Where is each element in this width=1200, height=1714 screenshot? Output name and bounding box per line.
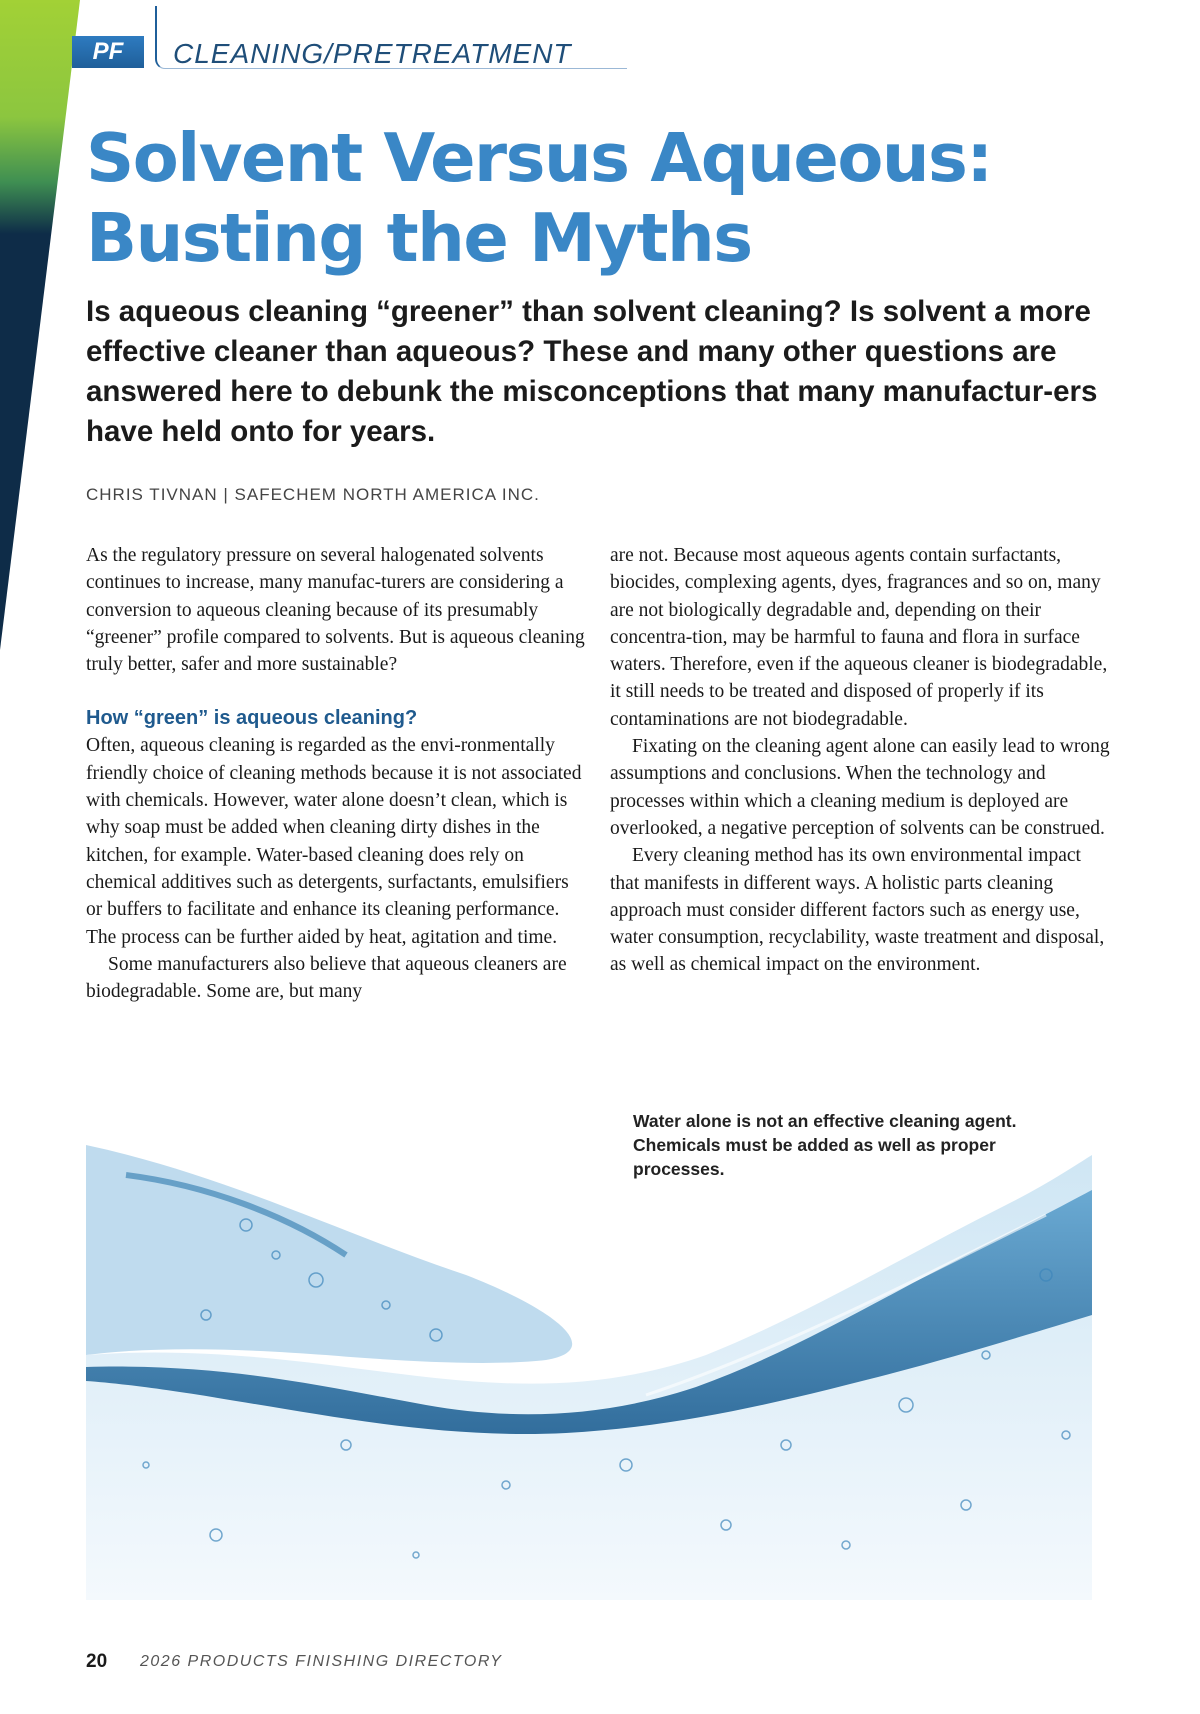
subhead: How “green” is aqueous cleaning? (86, 707, 418, 730)
pf-tab: PF (72, 36, 144, 68)
right-paragraph-2: Fixating on the cleaning agent alone can easily lead to wrong assumptions and conclusions. When the technology and processes within which a cleaning medium is deployed are overlooked, a negative perception of solvents can be construed. (610, 736, 1110, 839)
right-paragraph-1: are not. Because most aqueous agents contain surfactants, biocides, complexing agents, dyes, fragrances and so on, many are not biologically degradable and, depending on their concentra-tion, may be harmful to fauna and flora in surface waters. Therefore, even if the aqueous cleaner is biodegradable, it still needs to be treated and disposed of properly if its contaminations are not biodegradable. (610, 545, 1108, 730)
page-number: 20 (86, 1651, 108, 1672)
side-accent-stripe (0, 0, 90, 1714)
left-paragraph-2: Often, aqueous cleaning is regarded as the envi-ronmentally friendly choice of cleaning methods because it is not associated with chemicals. However, water alone doesn’t clean, which is why soap must be added when cleaning dirty dishes in the kitchen, for example. Water-based cleaning does rely on chemical additives such as detergents, surfactants, emulsifiers or buffers to facilitate and enhance its cleaning performance. The process can be further aided by heat, agitation and time. (86, 735, 582, 948)
left-paragraph-3: Some manufacturers also believe that aqueous cleaners are biodegradable. Some are, but many (86, 953, 567, 1003)
byline: CHRIS TIVNAN | SAFECHEM NORTH AMERICA INC. (86, 485, 540, 504)
article-deck: Is aqueous cleaning “greener” than solvent cleaning? Is solvent a more effective cleaner than aqueous? These and many other questions are answered here to debunk the misconceptions that many manufactur-ers have held onto for years. (86, 295, 1098, 448)
publication-name: 2026 PRODUCTS FINISHING DIRECTORY (140, 1653, 503, 1670)
title-line-1: Solvent Versus Aqueous: (86, 119, 992, 197)
article-title (86, 118, 1146, 278)
left-column (86, 542, 586, 1005)
title-line-2: Busting the Myths (86, 199, 752, 277)
right-paragraph-3: Every cleaning method has its own environmental impact that manifests in different ways. A holistic parts cleaning approach must consider different factors such as energy use, water consumption, recyclability, waste treatment and disposal, as well as chemical impact on the environment. (610, 845, 1105, 976)
section-label: CLEANING/PRETREATMENT (173, 38, 572, 69)
right-column (610, 542, 1110, 979)
left-paragraph-1: As the regulatory pressure on several halogenated solvents continues to increase, many manufac-turers are considering a conversion to aqueous cleaning because of its presumably “greener” profile compared to solvents. But is aqueous cleaning truly better, safer and more sustainable? (86, 545, 585, 676)
photo-caption: Water alone is not an effective cleaning agent. Chemicals must be added as well as proper processes. (633, 1111, 1017, 1179)
